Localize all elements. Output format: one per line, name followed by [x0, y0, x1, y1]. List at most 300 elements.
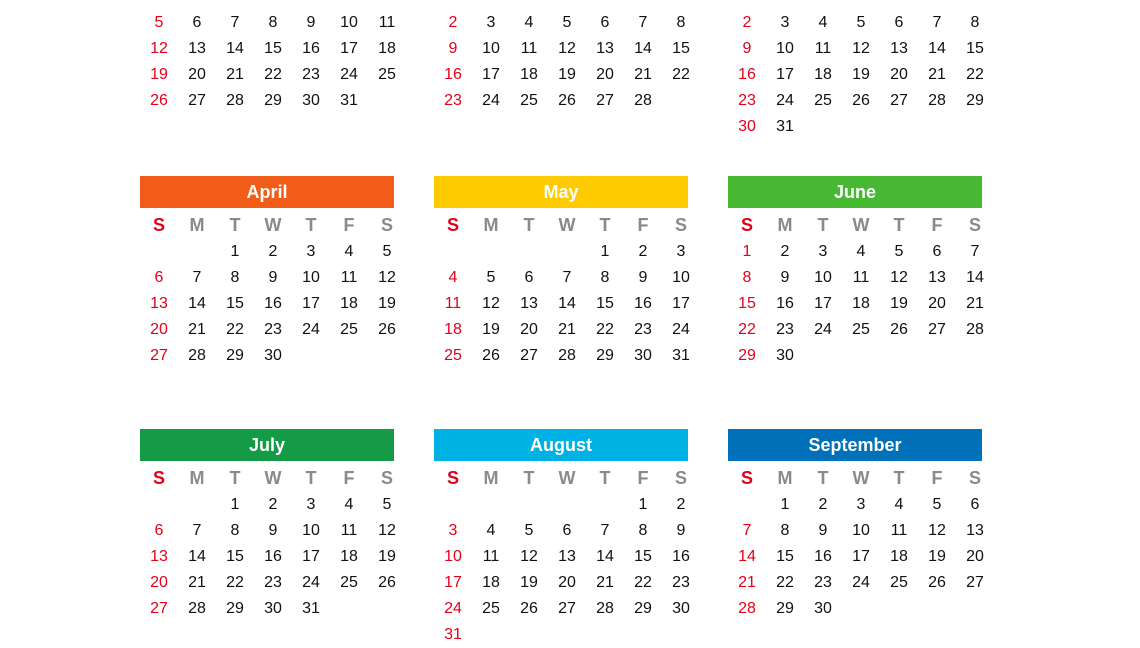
day-cell: 25 — [814, 92, 832, 109]
day-cell: 24 — [672, 321, 690, 338]
day-cell: 15 — [596, 295, 614, 312]
day-cell: 5 — [382, 243, 392, 260]
day-cell: 17 — [672, 295, 690, 312]
day-cell: 10 — [852, 522, 870, 539]
day-cell: 3 — [448, 522, 458, 539]
day-cell — [728, 492, 766, 518]
day-cell: 8 — [638, 522, 648, 539]
days-grid — [434, 492, 688, 648]
day-cell — [510, 622, 548, 648]
day-cell: 23 — [264, 574, 282, 591]
day-cell: 20 — [150, 574, 168, 591]
day-cell: 16 — [672, 548, 690, 565]
weekday-label: S — [740, 215, 753, 235]
day-cell: 29 — [596, 347, 614, 364]
weekday-label: S — [152, 468, 165, 488]
days-grid — [140, 239, 394, 369]
day-cell: 13 — [890, 40, 908, 57]
day-cell: 13 — [596, 40, 614, 57]
week-row — [728, 62, 982, 88]
weekday-label: W — [264, 215, 282, 235]
day-cell: 23 — [814, 574, 832, 591]
day-cell: 21 — [596, 574, 614, 591]
day-cell — [178, 492, 216, 518]
week-row — [728, 10, 982, 36]
day-cell: 23 — [634, 321, 652, 338]
day-cell: 13 — [966, 522, 984, 539]
day-cell — [472, 622, 510, 648]
day-cell: 14 — [966, 269, 984, 286]
day-cell: 4 — [524, 14, 534, 31]
day-cell: 27 — [520, 347, 538, 364]
day-cell: 3 — [306, 243, 316, 260]
week-row — [434, 10, 688, 36]
weekday-label: T — [523, 468, 535, 488]
day-cell: 1 — [780, 496, 790, 513]
day-cell: 6 — [154, 269, 164, 286]
day-cell: 20 — [928, 295, 946, 312]
day-cell: 19 — [558, 66, 576, 83]
day-cell: 20 — [188, 66, 206, 83]
day-cell: 28 — [634, 92, 652, 109]
day-cell: 8 — [742, 269, 752, 286]
week-row — [434, 239, 688, 265]
weekday-label: S — [380, 215, 393, 235]
day-cell — [880, 596, 918, 622]
day-cell: 31 — [672, 347, 690, 364]
day-cell: 27 — [890, 92, 908, 109]
day-cell: 14 — [928, 40, 946, 57]
day-cell: 21 — [188, 321, 206, 338]
day-cell: 30 — [776, 347, 794, 364]
day-cell: 8 — [268, 14, 278, 31]
days-grid — [728, 239, 982, 369]
day-cell — [804, 343, 842, 369]
day-cell: 28 — [928, 92, 946, 109]
day-cell: 20 — [150, 321, 168, 338]
day-cell: 9 — [268, 269, 278, 286]
week-row — [434, 544, 688, 570]
day-cell: 13 — [188, 40, 206, 57]
day-cell: 9 — [676, 522, 686, 539]
week-row — [140, 518, 394, 544]
day-cell: 6 — [192, 14, 202, 31]
day-cell: 12 — [890, 269, 908, 286]
day-cell — [586, 622, 624, 648]
day-cell: 2 — [638, 243, 648, 260]
weekday-label: T — [599, 215, 611, 235]
day-cell: 20 — [890, 66, 908, 83]
day-cell: 19 — [928, 548, 946, 565]
day-cell — [472, 239, 510, 265]
week-row — [434, 88, 688, 114]
day-cell: 25 — [340, 321, 358, 338]
week-row — [140, 88, 394, 114]
day-cell: 19 — [890, 295, 908, 312]
day-cell: 7 — [742, 522, 752, 539]
month-header: August — [434, 429, 688, 461]
day-cell: 22 — [634, 574, 652, 591]
day-cell: 31 — [444, 626, 462, 643]
day-cell: 13 — [520, 295, 538, 312]
day-cell — [842, 343, 880, 369]
week-row — [728, 265, 982, 291]
week-row — [728, 544, 982, 570]
day-cell — [368, 88, 406, 114]
day-cell: 26 — [378, 321, 396, 338]
day-cell: 18 — [520, 66, 538, 83]
weekday-label: S — [674, 215, 687, 235]
day-cell — [662, 622, 700, 648]
day-cell: 29 — [776, 600, 794, 617]
day-cell: 5 — [894, 243, 904, 260]
week-row — [728, 518, 982, 544]
day-cell — [918, 343, 956, 369]
week-row — [434, 62, 688, 88]
day-cell: 7 — [932, 14, 942, 31]
day-cell: 25 — [444, 347, 462, 364]
month-header: September — [728, 429, 982, 461]
day-cell: 10 — [482, 40, 500, 57]
day-cell: 4 — [818, 14, 828, 31]
day-cell: 11 — [520, 40, 538, 57]
week-row — [434, 570, 688, 596]
day-cell: 17 — [340, 40, 358, 57]
days-grid — [140, 492, 394, 622]
day-cell: 10 — [814, 269, 832, 286]
day-cell: 9 — [448, 40, 458, 57]
day-cell: 3 — [486, 14, 496, 31]
day-cell: 7 — [192, 522, 202, 539]
weekday-header-row — [728, 215, 982, 235]
day-cell: 20 — [558, 574, 576, 591]
day-cell — [330, 596, 368, 622]
day-cell — [956, 343, 994, 369]
weekday-header-row — [140, 468, 394, 488]
day-cell: 19 — [852, 66, 870, 83]
month-header: July — [140, 429, 394, 461]
day-cell: 19 — [520, 574, 538, 591]
weekday-label: S — [380, 468, 393, 488]
day-cell: 24 — [444, 600, 462, 617]
day-cell: 14 — [634, 40, 652, 57]
day-cell: 23 — [776, 321, 794, 338]
day-cell: 7 — [230, 14, 240, 31]
day-cell: 2 — [448, 14, 458, 31]
day-cell: 23 — [444, 92, 462, 109]
day-cell: 24 — [776, 92, 794, 109]
day-cell — [586, 492, 624, 518]
day-cell: 18 — [444, 321, 462, 338]
day-cell: 12 — [928, 522, 946, 539]
day-cell — [292, 343, 330, 369]
day-cell: 17 — [302, 548, 320, 565]
day-cell: 26 — [852, 92, 870, 109]
day-cell: 17 — [852, 548, 870, 565]
day-cell: 25 — [482, 600, 500, 617]
weekday-label: F — [343, 468, 355, 488]
day-cell: 26 — [558, 92, 576, 109]
day-cell: 12 — [150, 40, 168, 57]
day-cell: 9 — [742, 40, 752, 57]
day-cell: 25 — [852, 321, 870, 338]
day-cell: 27 — [558, 600, 576, 617]
week-row — [434, 343, 688, 369]
day-cell: 4 — [344, 243, 354, 260]
day-cell: 16 — [814, 548, 832, 565]
week-row — [140, 36, 394, 62]
week-row — [140, 544, 394, 570]
day-cell: 17 — [302, 295, 320, 312]
day-cell: 12 — [852, 40, 870, 57]
weekday-label: S — [968, 468, 981, 488]
day-cell: 14 — [738, 548, 756, 565]
weekday-label: S — [446, 468, 459, 488]
day-cell: 1 — [600, 243, 610, 260]
day-cell: 18 — [340, 295, 358, 312]
day-cell: 11 — [482, 548, 500, 565]
day-cell: 2 — [818, 496, 828, 513]
day-cell: 28 — [226, 92, 244, 109]
day-cell: 2 — [268, 496, 278, 513]
day-cell: 6 — [154, 522, 164, 539]
day-cell: 26 — [520, 600, 538, 617]
days-grid — [434, 10, 688, 114]
day-cell: 13 — [558, 548, 576, 565]
day-cell: 21 — [226, 66, 244, 83]
day-cell: 4 — [448, 269, 458, 286]
day-cell: 24 — [302, 574, 320, 591]
day-cell: 8 — [676, 14, 686, 31]
day-cell: 28 — [188, 600, 206, 617]
day-cell: 21 — [928, 66, 946, 83]
day-cell: 27 — [150, 600, 168, 617]
day-cell — [510, 239, 548, 265]
weekday-label: T — [893, 468, 905, 488]
day-cell — [880, 343, 918, 369]
day-cell: 24 — [852, 574, 870, 591]
month-may — [434, 176, 688, 369]
day-cell: 15 — [226, 548, 244, 565]
day-cell: 4 — [486, 522, 496, 539]
week-row — [728, 343, 982, 369]
day-cell: 20 — [520, 321, 538, 338]
day-cell: 4 — [894, 496, 904, 513]
weekday-label: F — [931, 215, 943, 235]
day-cell: 18 — [340, 548, 358, 565]
week-row — [140, 596, 394, 622]
day-cell: 19 — [150, 66, 168, 83]
day-cell: 22 — [226, 574, 244, 591]
day-cell: 31 — [776, 118, 794, 135]
day-cell — [368, 343, 406, 369]
day-cell: 25 — [890, 574, 908, 591]
day-cell: 5 — [856, 14, 866, 31]
day-cell — [368, 596, 406, 622]
day-cell: 16 — [302, 40, 320, 57]
day-cell: 6 — [894, 14, 904, 31]
days-grid — [140, 10, 394, 114]
day-cell: 29 — [634, 600, 652, 617]
day-cell: 26 — [378, 574, 396, 591]
day-cell: 20 — [966, 548, 984, 565]
day-cell: 9 — [268, 522, 278, 539]
day-cell: 6 — [970, 496, 980, 513]
day-cell: 27 — [966, 574, 984, 591]
day-cell: 19 — [378, 295, 396, 312]
week-row — [728, 239, 982, 265]
day-cell: 11 — [378, 14, 396, 31]
day-cell: 14 — [188, 548, 206, 565]
day-cell: 16 — [264, 548, 282, 565]
day-cell — [842, 114, 880, 140]
day-cell: 6 — [600, 14, 610, 31]
day-cell: 2 — [742, 14, 752, 31]
week-row — [434, 596, 688, 622]
day-cell: 31 — [302, 600, 320, 617]
day-cell: 27 — [188, 92, 206, 109]
day-cell: 26 — [482, 347, 500, 364]
day-cell: 3 — [818, 243, 828, 260]
day-cell: 29 — [264, 92, 282, 109]
day-cell — [880, 114, 918, 140]
day-cell: 17 — [776, 66, 794, 83]
weekday-label: M — [189, 215, 205, 235]
day-cell: 31 — [340, 92, 358, 109]
day-cell: 4 — [856, 243, 866, 260]
weekday-label: T — [817, 215, 829, 235]
week-row — [140, 265, 394, 291]
day-cell: 1 — [230, 496, 240, 513]
weekday-label: T — [817, 468, 829, 488]
weekday-label: T — [305, 215, 317, 235]
day-cell: 13 — [150, 295, 168, 312]
day-cell: 29 — [738, 347, 756, 364]
day-cell: 22 — [672, 66, 690, 83]
weekday-label: M — [483, 468, 499, 488]
day-cell: 15 — [264, 40, 282, 57]
weekday-label: S — [674, 468, 687, 488]
day-cell: 24 — [482, 92, 500, 109]
day-cell: 1 — [638, 496, 648, 513]
weekday-header-row — [140, 215, 394, 235]
day-cell: 5 — [486, 269, 496, 286]
weekday-label: S — [968, 215, 981, 235]
week-row — [728, 570, 982, 596]
weekday-label: T — [229, 468, 241, 488]
weekday-label: S — [446, 215, 459, 235]
day-cell — [804, 114, 842, 140]
day-cell — [472, 492, 510, 518]
weekday-label: W — [558, 468, 576, 488]
day-cell — [918, 596, 956, 622]
day-cell: 2 — [676, 496, 686, 513]
day-cell: 8 — [970, 14, 980, 31]
day-cell: 9 — [638, 269, 648, 286]
day-cell: 3 — [676, 243, 686, 260]
day-cell: 20 — [596, 66, 614, 83]
day-cell: 18 — [890, 548, 908, 565]
day-cell: 30 — [814, 600, 832, 617]
day-cell: 29 — [226, 347, 244, 364]
day-cell: 14 — [596, 548, 614, 565]
day-cell: 10 — [302, 269, 320, 286]
day-cell: 30 — [264, 600, 282, 617]
weekday-label: W — [852, 215, 870, 235]
day-cell: 10 — [776, 40, 794, 57]
day-cell: 23 — [672, 574, 690, 591]
day-cell: 8 — [230, 522, 240, 539]
month-february — [434, 10, 688, 114]
day-cell — [330, 343, 368, 369]
day-cell: 18 — [482, 574, 500, 591]
weekday-label: T — [229, 215, 241, 235]
day-cell: 7 — [192, 269, 202, 286]
day-cell: 14 — [188, 295, 206, 312]
week-row — [434, 317, 688, 343]
day-cell: 28 — [966, 321, 984, 338]
day-cell: 12 — [558, 40, 576, 57]
day-cell: 18 — [852, 295, 870, 312]
week-row — [140, 317, 394, 343]
day-cell: 3 — [856, 496, 866, 513]
weekday-label: M — [777, 468, 793, 488]
day-cell: 7 — [600, 522, 610, 539]
week-row — [140, 570, 394, 596]
day-cell — [956, 114, 994, 140]
day-cell: 22 — [596, 321, 614, 338]
week-row — [140, 492, 394, 518]
weekday-label: M — [483, 215, 499, 235]
day-cell: 14 — [226, 40, 244, 57]
weekday-label: S — [152, 215, 165, 235]
day-cell: 11 — [852, 269, 870, 286]
day-cell: 15 — [672, 40, 690, 57]
month-april — [140, 176, 394, 369]
day-cell: 2 — [780, 243, 790, 260]
day-cell: 26 — [150, 92, 168, 109]
days-grid — [728, 492, 982, 622]
day-cell: 25 — [520, 92, 538, 109]
day-cell: 27 — [928, 321, 946, 338]
weekday-label: S — [740, 468, 753, 488]
day-cell: 15 — [776, 548, 794, 565]
day-cell: 16 — [634, 295, 652, 312]
week-row — [728, 114, 982, 140]
day-cell: 12 — [482, 295, 500, 312]
weekday-label: W — [558, 215, 576, 235]
day-cell: 13 — [150, 548, 168, 565]
day-cell — [662, 88, 700, 114]
day-cell: 5 — [562, 14, 572, 31]
day-cell: 6 — [524, 269, 534, 286]
weekday-label: T — [305, 468, 317, 488]
day-cell: 23 — [738, 92, 756, 109]
day-cell: 15 — [966, 40, 984, 57]
day-cell: 27 — [596, 92, 614, 109]
day-cell: 21 — [634, 66, 652, 83]
day-cell: 7 — [970, 243, 980, 260]
day-cell: 7 — [638, 14, 648, 31]
day-cell: 21 — [738, 574, 756, 591]
day-cell: 24 — [302, 321, 320, 338]
day-cell: 22 — [226, 321, 244, 338]
day-cell: 30 — [302, 92, 320, 109]
day-cell: 11 — [814, 40, 832, 57]
day-cell: 3 — [780, 14, 790, 31]
weekday-label: T — [599, 468, 611, 488]
weekday-label: W — [852, 468, 870, 488]
